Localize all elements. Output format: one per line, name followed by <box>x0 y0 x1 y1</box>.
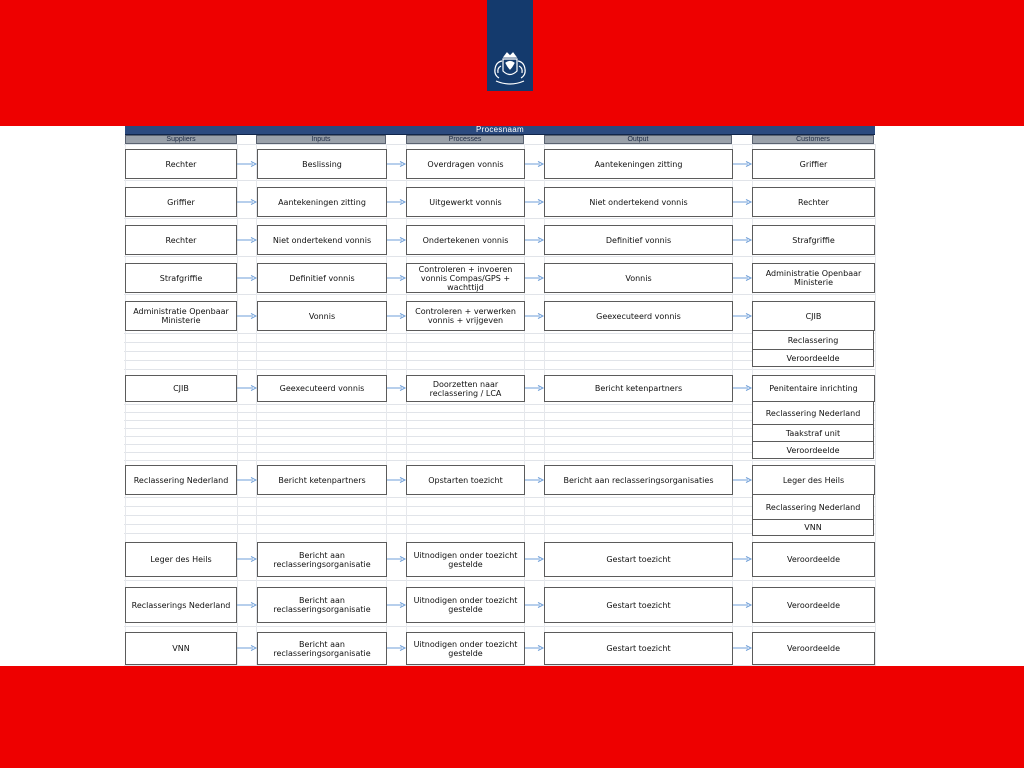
arrow-right-icon <box>387 238 405 243</box>
customer-box: Veroordeelde <box>752 632 875 665</box>
customer-box: CJIB <box>752 301 875 331</box>
customer-box: Veroordeelde <box>752 542 875 577</box>
arrow-right-icon <box>733 314 751 319</box>
input-box: Bericht aan reclasseringsorganisatie <box>257 542 387 577</box>
arrow-right-icon <box>387 200 405 205</box>
column-header-suppliers: Suppliers <box>125 135 237 144</box>
output-box: Gestart toezicht <box>544 632 733 665</box>
arrow-right-icon <box>237 238 256 243</box>
input-box: Geexecuteerd vonnis <box>257 375 387 402</box>
arrow-right-icon <box>525 646 543 651</box>
customer-box: Strafgriffie <box>752 225 875 255</box>
process-box: Doorzetten naar reclassering / LCA <box>406 375 525 402</box>
arrow-right-icon <box>733 162 751 167</box>
output-box: Bericht aan reclasseringsorganisaties <box>544 465 733 495</box>
column-header-processes: Processes <box>406 135 524 144</box>
customer-box: Administratie Openbaar Ministerie <box>752 263 875 293</box>
process-box: Uitnodigen onder toezicht gestelde <box>406 632 525 665</box>
customer-box: Griffier <box>752 149 875 179</box>
process-box: Opstarten toezicht <box>406 465 525 495</box>
supplier-box: VNN <box>125 632 237 665</box>
sheet-title: Procesnaam <box>125 126 875 134</box>
arrow-right-icon <box>237 557 256 562</box>
arrow-right-icon <box>525 478 543 483</box>
arrow-right-icon <box>237 200 256 205</box>
output-box: Definitief vonnis <box>544 225 733 255</box>
output-box: Gestart toezicht <box>544 542 733 577</box>
arrow-right-icon <box>387 557 405 562</box>
arrow-right-icon <box>733 386 751 391</box>
arrow-right-icon <box>237 386 256 391</box>
input-box: Niet ondertekend vonnis <box>257 225 387 255</box>
column-header-output: Output <box>544 135 732 144</box>
customer-box: Rechter <box>752 187 875 217</box>
arrow-right-icon <box>525 603 543 608</box>
customer-box: Taakstraf unit <box>752 425 874 442</box>
arrow-right-icon <box>525 386 543 391</box>
arrow-right-icon <box>733 200 751 205</box>
process-box: Ondertekenen vonnis <box>406 225 525 255</box>
supplier-box: Rechter <box>125 225 237 255</box>
process-box: Uitnodigen onder toezicht gestelde <box>406 587 525 623</box>
input-box: Aantekeningen zitting <box>257 187 387 217</box>
input-box: Bericht ketenpartners <box>257 465 387 495</box>
output-box: Aantekeningen zitting <box>544 149 733 179</box>
supplier-box: Leger des Heils <box>125 542 237 577</box>
customer-box: Veroordeelde <box>752 587 875 623</box>
arrow-right-icon <box>387 478 405 483</box>
arrow-right-icon <box>733 646 751 651</box>
arrow-right-icon <box>525 162 543 167</box>
arrow-right-icon <box>733 238 751 243</box>
arrow-right-icon <box>733 478 751 483</box>
customer-box: Reclassering <box>752 331 874 350</box>
arrow-right-icon <box>387 386 405 391</box>
output-box: Gestart toezicht <box>544 587 733 623</box>
supplier-box: CJIB <box>125 375 237 402</box>
column-header-customers: Customers <box>752 135 874 144</box>
input-box: Vonnis <box>257 301 387 331</box>
arrow-right-icon <box>237 478 256 483</box>
output-box: Vonnis <box>544 263 733 293</box>
supplier-box: Griffier <box>125 187 237 217</box>
arrow-right-icon <box>525 238 543 243</box>
arrow-right-icon <box>237 314 256 319</box>
process-box: Controleren + verwerken vonnis + vrijgeven <box>406 301 525 331</box>
input-box: Beslissing <box>257 149 387 179</box>
output-box: Bericht ketenpartners <box>544 375 733 402</box>
supplier-box: Reclassering Nederland <box>125 465 237 495</box>
process-box: Uitgewerkt vonnis <box>406 187 525 217</box>
arrow-right-icon <box>525 557 543 562</box>
input-box: Definitief vonnis <box>257 263 387 293</box>
arrow-right-icon <box>525 276 543 281</box>
customer-box: Leger des Heils <box>752 465 875 495</box>
arrow-right-icon <box>387 314 405 319</box>
input-box: Bericht aan reclasseringsorganisatie <box>257 632 387 665</box>
supplier-box: Reclasserings Nederland <box>125 587 237 623</box>
process-box: Controleren + invoeren vonnis Compas/GPS + wachttijd <box>406 263 525 293</box>
arrow-right-icon <box>387 162 405 167</box>
customer-box: Reclassering Nederland <box>752 495 874 520</box>
supplier-box: Rechter <box>125 149 237 179</box>
customer-box: Veroordeelde <box>752 350 874 367</box>
process-box: Overdragen vonnis <box>406 149 525 179</box>
customer-box: Reclassering Nederland <box>752 402 874 425</box>
supplier-box: Administratie Openbaar Ministerie <box>125 301 237 331</box>
arrow-right-icon <box>733 603 751 608</box>
output-box: Geexecuteerd vonnis <box>544 301 733 331</box>
customer-box: VNN <box>752 520 874 536</box>
arrow-right-icon <box>237 162 256 167</box>
input-box: Bericht aan reclasseringsorganisatie <box>257 587 387 623</box>
process-box: Uitnodigen onder toezicht gestelde <box>406 542 525 577</box>
arrow-right-icon <box>733 557 751 562</box>
arrow-right-icon <box>733 276 751 281</box>
supplier-box: Strafgriffie <box>125 263 237 293</box>
arrow-right-icon <box>387 646 405 651</box>
customer-box: Veroordeelde <box>752 442 874 459</box>
output-box: Niet ondertekend vonnis <box>544 187 733 217</box>
arrow-right-icon <box>525 200 543 205</box>
customer-box: Penitentaire inrichting <box>752 375 875 402</box>
arrow-right-icon <box>387 603 405 608</box>
arrow-right-icon <box>237 646 256 651</box>
arrow-right-icon <box>237 603 256 608</box>
arrow-right-icon <box>387 276 405 281</box>
arrow-right-icon <box>237 276 256 281</box>
column-header-inputs: Inputs <box>256 135 386 144</box>
arrow-right-icon <box>525 314 543 319</box>
